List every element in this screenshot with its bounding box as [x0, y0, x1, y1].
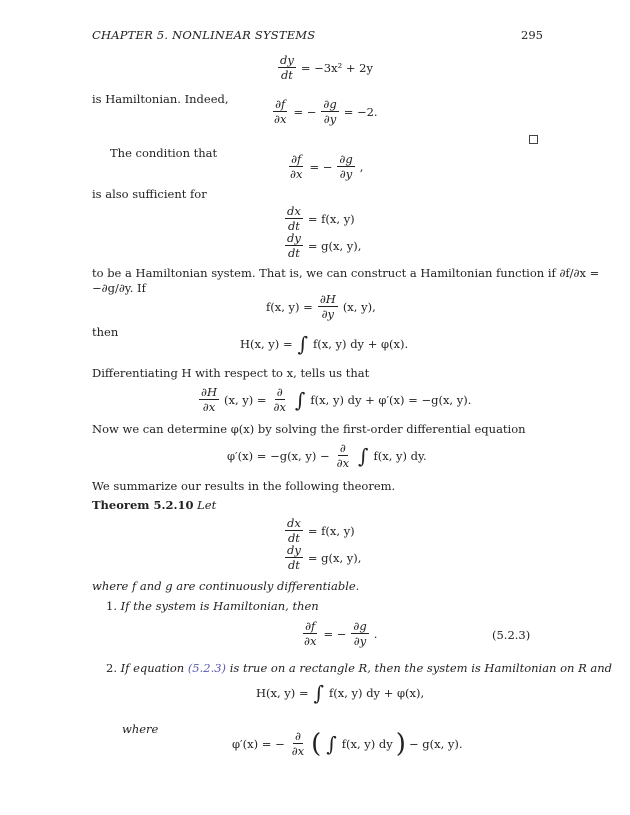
page-number: 295: [521, 28, 543, 42]
theorem-label: Theorem 5.2.10: [92, 498, 194, 512]
paragraph-text: is also sufficient for: [92, 187, 207, 201]
qed-box: [529, 135, 538, 144]
equation-dHdx: $\frac{\partial H}{\partial x}$ (x, y) = $\frac{\partial}{\partial x}$ ∫ f(x, y) dy + φ′(x) = −g(x, y).: [201, 385, 472, 414]
paragraph-text: −∂g/∂y. If: [92, 281, 146, 295]
paragraph-text: The condition that: [110, 146, 218, 160]
equation-phi-prime: φ′(x) = −g(x, y) − $\frac{\partial}{\partial x}$ ∫ f(x, y) dy.: [227, 441, 427, 470]
theorem-heading: [92, 498, 216, 512]
equation-system-dx: $\frac{dx}{dt}$ = f(x, y): [287, 204, 355, 233]
paragraph-text: to be a Hamiltonian system. That is, we can construct a Hamiltonian function if ∂f/∂x =: [92, 266, 600, 280]
equation-partials-minus-two: $\frac{\partial f}{\partial x}$ = − $\frac{\partial g}{\partial y}$ = −2.: [274, 97, 378, 126]
theorem-let: Let: [197, 498, 217, 512]
equation-phi-prime-theorem: φ′(x) = − $\frac{\partial}{\partial x}$ ( ∫ f(x, y) dy ) − g(x, y).: [232, 728, 463, 759]
equation-5-2-3: $\frac{\partial f}{\partial x}$ = − $\frac{\partial g}{\partial y}$ .: [304, 619, 378, 648]
equation-hamiltonian-R: H(x, y) = ∫ f(x, y) dy + φ(x),: [256, 681, 425, 705]
theorem-system-dy: $\frac{dy}{dt}$ = g(x, y),: [287, 543, 362, 572]
equation-f-hamiltonian: f(x, y) = $\frac{\partial H}{\partial y}$ (x, y),: [266, 292, 376, 321]
equation-system-dy: $\frac{dy}{dt}$ = g(x, y),: [287, 231, 362, 260]
paragraph-text: is Hamiltonian. Indeed,: [92, 92, 229, 106]
theorem-item-2: 2. If equation (5.2.3) is true on a rectangle R, then the system is Hamiltonian on R and: [106, 661, 613, 675]
equation-hamiltonian-integral: H(x, y) = ∫ f(x, y) dy + φ(x).: [240, 332, 409, 356]
equation-tag: (5.2.3): [492, 628, 531, 642]
theorem-text: where f and g are continuously differentiable.: [92, 579, 360, 593]
running-header: CHAPTER 5. NONLINEAR SYSTEMS: [92, 28, 316, 42]
paragraph-text: Differentiating H with respect to x, tells us that: [92, 366, 370, 380]
paragraph-text: We summarize our results in the following theorem.: [92, 479, 396, 493]
theorem-item-1: 1. If the system is Hamiltonian, then: [106, 599, 319, 613]
paragraph-text: Now we can determine φ(x) by solving the first-order differential equation: [92, 422, 526, 436]
equation-condition: $\frac{\partial f}{\partial x}$ = − $\frac{\partial g}{\partial y}$ ,: [290, 152, 364, 181]
equation-dydt: $\frac{dy}{dt}$ = −3x² + 2y: [280, 53, 373, 82]
theorem-system-dx: $\frac{dx}{dt}$ = f(x, y): [287, 516, 355, 545]
equation-ref-link[interactable]: (5.2.3): [187, 661, 227, 675]
paragraph-text: then: [92, 325, 119, 339]
theorem-text: where: [122, 722, 159, 736]
